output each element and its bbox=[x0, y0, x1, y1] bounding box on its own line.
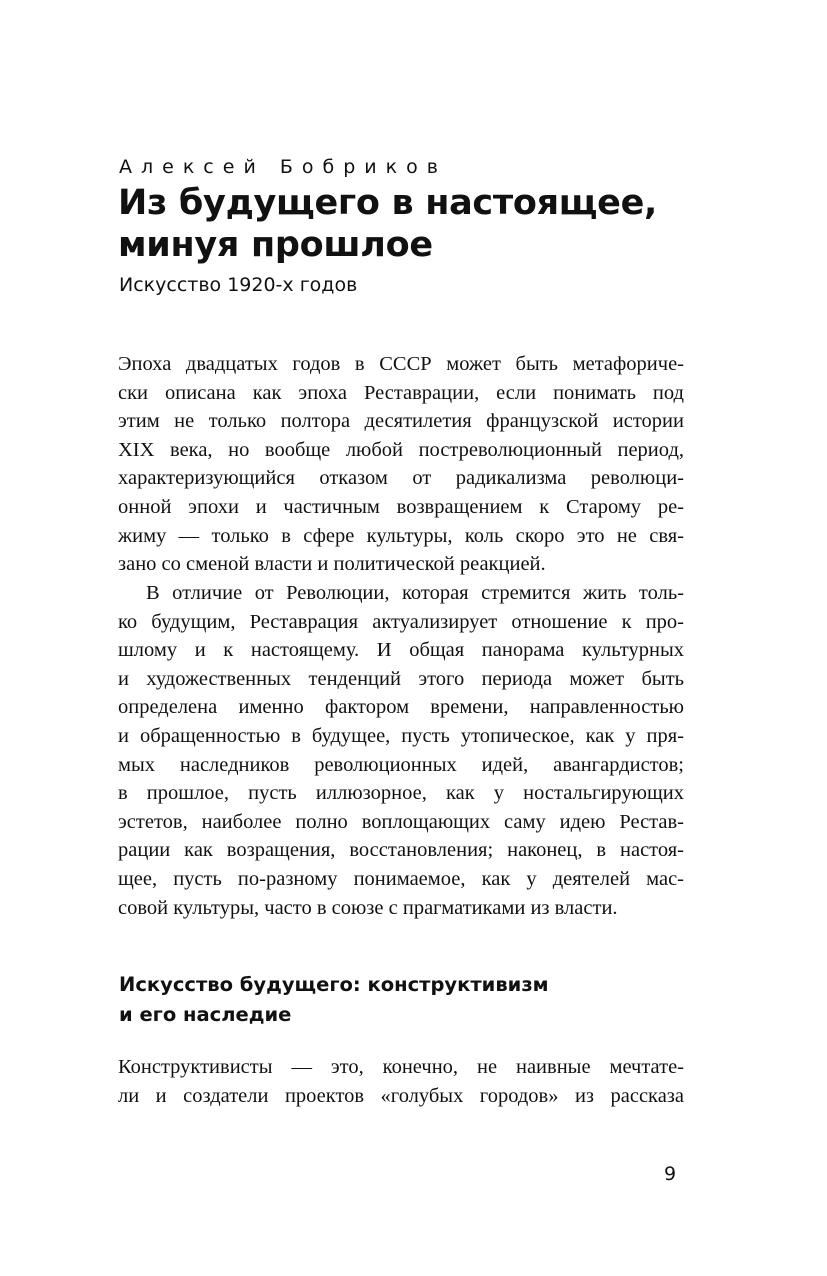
text-line: и обращенностью в будущее, пусть утопическое, как у пря- bbox=[118, 724, 684, 747]
text-line: щее, пусть по-разному понимаемое, как у деятелей мас- bbox=[118, 867, 684, 890]
text-line: онной эпохи и частичным возвращением к Старому ре- bbox=[118, 495, 684, 518]
text-line: зано со сменой власти и политической реакцией. bbox=[118, 553, 546, 576]
text-line: мых наследников революционных идей, авангардистов; bbox=[118, 753, 684, 776]
paragraph-1 bbox=[118, 350, 684, 579]
text-line: совой культуры, часто в союзе с прагматиками из власти. bbox=[118, 896, 618, 919]
text-line: Конструктивисты — это, конечно, не наивные мечтате- bbox=[118, 1056, 684, 1078]
text-line: и художественных тенденций этого периода может быть bbox=[118, 667, 684, 690]
text-line: в прошлое, пусть иллюзорное, как у ностальгирующих bbox=[118, 782, 684, 805]
page-number: 9 bbox=[664, 1163, 677, 1185]
text-line: ски описана как эпоха Реставрации, если понимать под bbox=[118, 381, 684, 404]
chapter-title bbox=[118, 182, 657, 266]
heading-line: и его наследие bbox=[119, 1003, 292, 1026]
text-line: эстетов, наиболее полно воплощающих саму идею Рестав- bbox=[118, 810, 684, 833]
title-line: минуя прошлое bbox=[118, 225, 433, 265]
text-line: шлому и к настоящему. И общая панорама культурных bbox=[118, 639, 684, 662]
text-line: определена именно фактором времени, направленностью bbox=[118, 696, 684, 719]
text-line: Эпоха двадцатых годов в СССР может быть метафориче- bbox=[118, 353, 684, 375]
author-name: Алексей Бобриков bbox=[119, 156, 447, 178]
chapter-subtitle: Искусство 1920-х годов bbox=[119, 274, 358, 296]
text-line: жиму — только в сфере культуры, коль скоро это не свя- bbox=[118, 524, 684, 547]
paragraph-3 bbox=[118, 1053, 684, 1110]
text-line: XIX века, но вообще любой постреволюционный период, bbox=[118, 438, 684, 461]
heading-line: Искусство будущего: конструктивизм bbox=[119, 973, 549, 996]
text-line: рации как возращения, восстановления; наконец, в настоя- bbox=[118, 839, 684, 862]
title-line: Из будущего в настоящее, bbox=[118, 183, 658, 223]
text-line: этим не только полтора десятилетия французской истории bbox=[118, 410, 684, 433]
text-line: характеризующийся отказом от радикализма революци- bbox=[118, 467, 684, 490]
paragraph-2 bbox=[118, 579, 684, 922]
text-line: ко будущим, Реставрация актуализирует отношение к про- bbox=[118, 610, 684, 633]
section-heading bbox=[119, 970, 549, 1030]
text-line: В отличие от Революции, которая стремится жить толь- bbox=[146, 582, 684, 604]
text-line: ли и создатели проектов «голубых городов» из рассказа bbox=[118, 1084, 684, 1107]
